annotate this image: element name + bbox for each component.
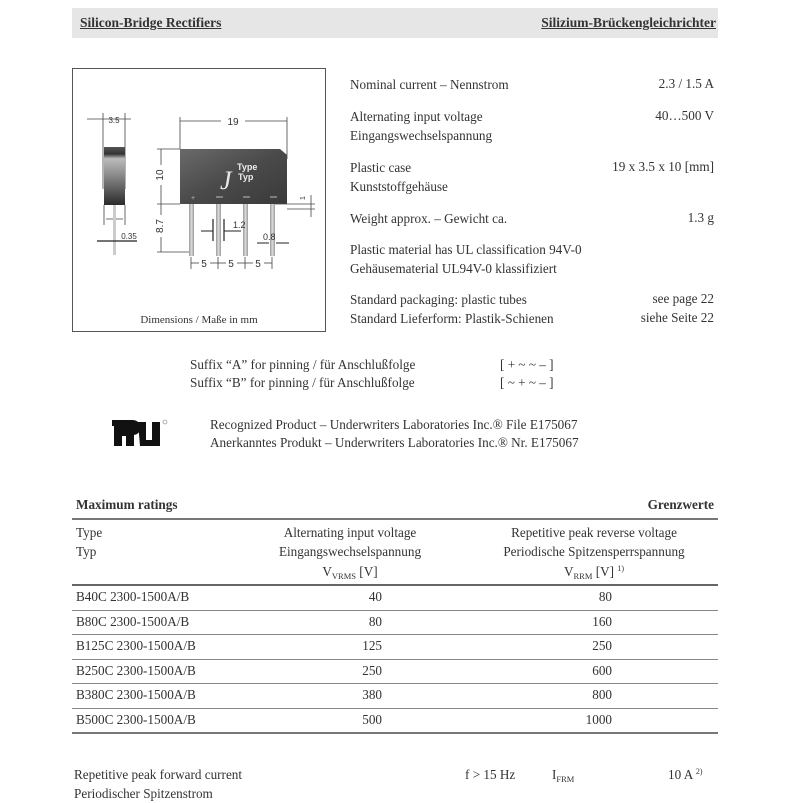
col-vrms-symbol: $V_{VRMS}$ [V] [322,564,378,581]
ul-logo-icon [110,418,170,453]
spec-input-voltage-label-en: Alternating input voltage [350,109,483,124]
cell-type: B80C 2300-1500A/B [76,613,190,629]
cell-type: B250C 2300-1500A/B [76,662,196,678]
table-row [72,660,718,685]
ul-line-en: Recognized Product – Underwriters Laboratories Inc.® File E175067 [210,417,578,432]
table-row [72,635,718,660]
svg-text:1.2: 1.2 [233,220,246,230]
cell-vrms: 500 [362,711,382,727]
suffix-a-text: Suffix “A” for pinning / für Anschlußfolge [190,357,416,372]
svg-text:19: 19 [227,117,239,128]
table-row [72,611,718,636]
suffix-b-pins: [ ~ + ~ – ] [500,375,554,390]
ratings-title-de: Grenzwerte [647,497,714,512]
col-vrrm-symbol: $V_{RRM}$ [V] $^{1)}$ [563,564,624,581]
cell-vrrm: 1000 [585,711,612,727]
svg-text:Type: Type [237,162,258,172]
spec-nominal-current-value: 2.3 / 1.5 A [658,76,714,91]
cell-vrrm: 250 [592,638,612,653]
col-vrrm-de: Periodische Spitzensperrspannung [503,544,685,559]
forward-current-label-de: Periodischer Spitzenstrom [74,786,213,801]
ratings-title-en: Maximum ratings [76,497,178,512]
table-row [72,586,718,611]
spec-ul-material-en: Plastic material has UL classification 94V-0 [350,242,582,257]
spec-input-voltage-label-de: Eingangswechselspannung [350,128,493,143]
dimension-figure [72,68,326,332]
cell-vrrm: 800 [592,687,612,702]
table-row [72,684,718,709]
svg-text:+: + [191,195,196,202]
spec-case-label-en: Plastic case [350,160,412,175]
cell-type: B40C 2300-1500A/B [76,589,190,604]
suffix-b-text: Suffix “B” for pinning / für Anschlußfolge [190,375,415,390]
logo-icon: J [220,166,232,195]
cell-vrrm: 600 [592,662,612,678]
cell-type: B500C 2300-1500A/B [76,711,196,727]
cell-vrrm: 80 [598,589,612,604]
table-rule [72,518,718,520]
spec-weight-value: 1.3 g [687,210,714,225]
cell-type: B380C 2300-1500A/B [76,687,196,702]
cell-vrms: 40 [368,589,382,604]
forward-current-label-en: Repetitive peak forward current [74,767,243,782]
col-vrms-en: Alternating input voltage [283,525,417,540]
spec-packaging-de: Standard Lieferform: Plastik-Schienen [350,311,554,326]
header-title-en: Silicon-Bridge Rectifiers [80,15,222,30]
svg-text:5: 5 [201,259,207,270]
svg-text:5: 5 [228,259,234,270]
ratings-table-body [72,586,718,734]
forward-current-symbol: $I_{FRM}$ [552,767,575,784]
svg-text:1: 1 [300,196,307,200]
svg-text:10: 10 [155,169,166,181]
cell-type: B125C 2300-1500A/B [76,638,196,653]
spec-ul-material-de: Gehäusematerial UL94V-0 klassifiziert [350,261,557,276]
package-drawing-icon [73,69,324,330]
ul-line-de: Anerkanntes Produkt – Underwriters Laboratories Inc.® Nr. E175067 [210,435,579,450]
cell-vrms: 125 [362,638,382,653]
spec-packaging-page-en: see page 22 [652,291,714,306]
spec-input-voltage-value: 40…500 V [655,108,714,123]
cell-vrms: 380 [362,687,382,702]
svg-text:5: 5 [255,259,261,270]
svg-text:3.5: 3.5 [108,116,120,125]
figure-caption: Dimensions / Maße in mm [140,314,258,326]
col-vrrm-en: Repetitive peak reverse voltage [511,525,677,540]
cell-vrms: 250 [362,662,382,678]
svg-text:0.35: 0.35 [121,232,137,241]
suffix-a-pins: [ + ~ ~ – ] [500,357,554,372]
svg-text:Typ: Typ [238,172,254,182]
spec-packaging-en: Standard packaging: plastic tubes [350,292,527,307]
table-row [72,709,718,735]
header-title-de: Silizium-Brückengleichrichter [541,15,716,30]
spec-case-label-de: Kunststoffgehäuse [350,179,448,194]
spec-packaging-page-de: siehe Seite 22 [640,310,714,325]
col-type-de: Typ [76,544,97,559]
spec-weight-label: Weight approx. – Gewicht ca. [350,211,508,226]
svg-text:8.7: 8.7 [155,219,166,233]
cell-vrms: 80 [368,613,382,629]
forward-current-condition: f > 15 Hz [465,767,516,782]
col-vrms-de: Eingangswechselspannung [278,544,422,559]
spec-case-value: 19 x 3.5 x 10 [mm] [612,159,714,174]
cell-vrrm: 160 [592,613,612,629]
col-type-en: Type [76,525,103,540]
spec-nominal-current-label: Nominal current – Nennstrom [350,77,509,92]
svg-text:0.8: 0.8 [263,232,276,242]
forward-current-value: 10 A $^{2)}$ [668,767,703,782]
